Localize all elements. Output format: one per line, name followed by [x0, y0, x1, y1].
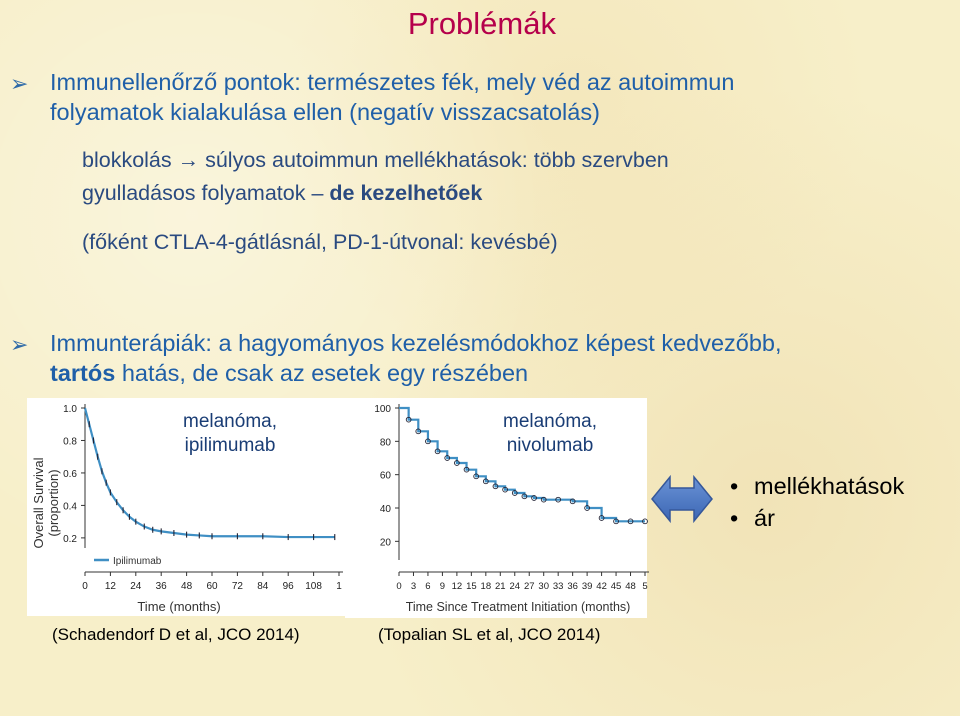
arrow-bullet-icon: ➢: [10, 332, 29, 357]
x-tick-label: 18: [480, 581, 492, 592]
x-tick-label: 9: [439, 581, 446, 592]
y-tick-label: 40: [379, 504, 391, 515]
chart-legend-label: Ipilimumab: [113, 556, 162, 567]
side-list-item-label: ár: [754, 505, 775, 531]
bullet1-line1: Immunellenőrző pontok: természetes fék, mely véd az autoimmun: [50, 69, 735, 95]
x-tick-label: 1: [336, 581, 342, 592]
chart2-annotation-line2: nivolumab: [506, 435, 594, 456]
bullet2-line2: [50, 360, 528, 387]
x-tick-label: 60: [206, 581, 218, 592]
chart2-annotation: [480, 410, 620, 458]
x-axis-label: Time Since Treatment Initiation (months): [405, 600, 631, 614]
x-tick-label: 72: [231, 581, 243, 592]
x-tick-label: 0: [396, 581, 402, 592]
bullet1-line2: folyamatok kialakulása ellen (negatív visszacsatolás): [50, 99, 600, 125]
bullet1-sub2: [82, 181, 482, 206]
x-tick-label: 48: [625, 581, 636, 592]
side-list-item: [730, 470, 904, 502]
x-tick-label: 27: [523, 581, 535, 592]
x-tick-label: 3: [410, 581, 417, 592]
y-tick-label: 100: [374, 404, 391, 415]
chart1-annotation-line1: melanóma,: [183, 411, 277, 432]
chart1-annotation: [160, 410, 300, 458]
bullet1-sub2-plain: gyulladásos folyamatok –: [82, 181, 330, 205]
x-tick-label: 24: [130, 581, 142, 592]
bullet1-sub1: blokkolás → súlyos autoimmun mellékhatások: több szervben: [82, 148, 669, 172]
y-axis-label-line1: Overall Survival: [31, 457, 46, 549]
chart2-annotation-line1: melanóma,: [503, 411, 597, 432]
bullet1-sub2-bold: de kezelhetőek: [329, 181, 483, 205]
x-tick-label: 96: [282, 581, 294, 592]
chart1-annotation-line2: ipilimumab: [184, 435, 276, 456]
side-list: [730, 470, 904, 534]
y-tick-label: 0.4: [63, 501, 77, 513]
bullet-dot-icon: •: [730, 473, 739, 499]
x-tick-label: 12: [104, 581, 116, 592]
y-axis-label-line2: (proportion): [46, 469, 61, 537]
x-tick-label: 12: [451, 581, 463, 592]
x-tick-label: 0: [82, 581, 88, 592]
bullet2-line2-bold: tartós: [50, 360, 116, 386]
x-axis-label: Time (months): [137, 599, 221, 614]
bullet2-line1: Immunterápiák: a hagyományos kezelésmódokhoz képest kedvezőbb,: [50, 330, 782, 356]
citation-topalian: (Topalian SL et al, JCO 2014): [378, 625, 601, 644]
x-tick-label: 5: [642, 581, 648, 592]
x-tick-label: 39: [581, 581, 593, 592]
bullet1-sub3: (főként CTLA-4-gátlásnál, PD-1-útvonal: kevésbé): [82, 230, 558, 254]
x-tick-label: 15: [466, 581, 477, 592]
y-tick-label: 80: [379, 437, 391, 449]
y-tick-label: 0.6: [63, 468, 77, 480]
x-tick-label: 21: [495, 581, 506, 592]
x-tick-label: 42: [596, 581, 607, 592]
y-tick-label: 0.8: [63, 436, 77, 448]
citation-schadendorf: (Schadendorf D et al, JCO 2014): [52, 625, 300, 644]
x-tick-label: 33: [552, 581, 564, 592]
side-list-item-label: mellékhatások: [754, 473, 905, 499]
y-tick-label: 0.2: [63, 533, 77, 545]
y-tick-label: 20: [379, 537, 391, 549]
y-tick-label: 1.0: [63, 404, 77, 415]
page-title: Problémák: [407, 6, 556, 41]
arrow-bullet-icon: ➢: [10, 71, 29, 96]
x-tick-label: 6: [425, 581, 431, 592]
x-tick-label: 45: [610, 581, 622, 592]
y-tick-label: 60: [379, 470, 391, 482]
x-tick-label: 36: [155, 581, 167, 592]
x-tick-label: 84: [257, 581, 269, 592]
x-tick-label: 36: [567, 581, 578, 592]
side-list-item: [730, 502, 904, 534]
double-arrow-icon: [650, 474, 714, 524]
x-tick-label: 48: [181, 581, 193, 592]
x-tick-label: 24: [509, 581, 521, 592]
bullet-dot-icon: •: [730, 505, 739, 531]
bullet2-line2-rest: hatás, de csak az esetek egy részében: [115, 360, 529, 386]
x-tick-label: 108: [305, 581, 322, 592]
x-tick-label: 30: [538, 581, 549, 592]
